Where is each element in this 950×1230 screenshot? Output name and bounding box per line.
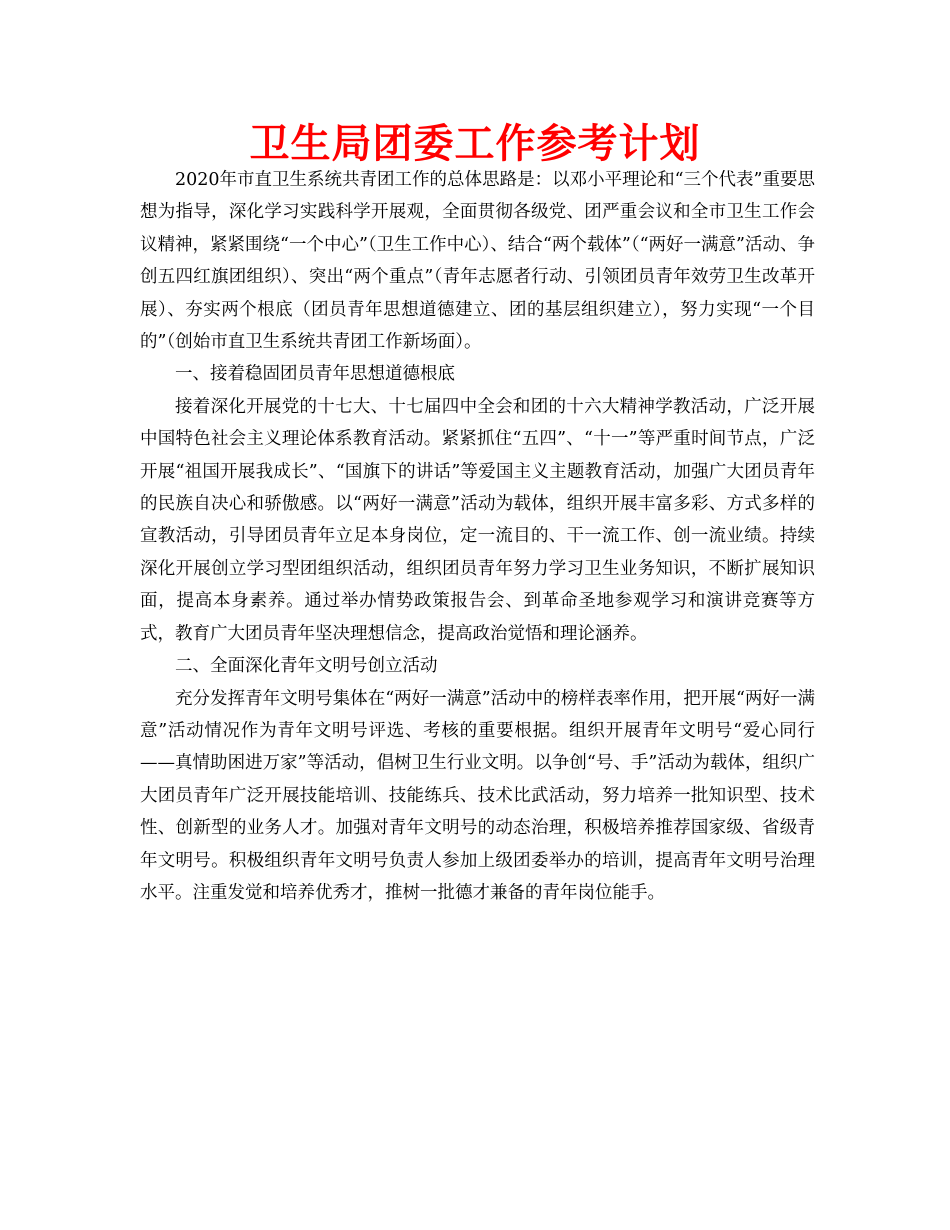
paragraph-intro: 2020年市直卫生系统共青团工作的总体思路是：以邓小平理论和“三个代表”重要思想为指导，深化学习实践科学开展观，全面贯彻各级党、团严重会议和全市卫生工作会议精神，紧紧围绕“一个中心”（卫生工作中心）、结合“两个载体”（“两好一满意”活动、争创五四红旗团组织）、突出“两个重点”（青年志愿者行动、引领团员青年效劳卫生改革开展）、夯实两个根底（团员青年思想道德建立、团的基层组织建立），努力实现“一个目的”（创始市直卫生系统共青团工作新场面）。 [140, 170, 815, 353]
document-title: 卫生局团委工作参考计划 [249, 121, 701, 167]
document-body [140, 164, 815, 909]
paragraph-section-1: 接着深化开展党的十七大、十七届四中全会和团的十六大精神学教活动，广泛开展中国特色社会主义理论体系教育活动。紧紧抓住“五四”、“十一”等严重时间节点，广泛开展“祖国开展我成长”、“国旗下的讲话”等爱国主义主题教育活动，加强广大团员青年的民族自决心和骄傲感。以“两好一满意”活动为载体，组织开展丰富多彩、方式多样的宣教活动，引导团员青年立足本身岗位，定一流目的、干一流工作、创一流业绩。持续深化开展创立学习型团组织活动，组织团员青年努力学习卫生业务知识，不断扩展知识面，提高本身素养。通过举办情势政策报告会、到革命圣地参观学习和演讲竞赛等方式，教育广大团员青年坚决理想信念，提高政治觉悟和理论涵养。 [140, 396, 815, 644]
section-heading-1: 一、接着稳固团员青年思想道德根底 [175, 364, 455, 385]
section-heading-2: 二、全面深化青年文明号创立活动 [175, 656, 438, 677]
paragraph-section-2: 充分发挥青年文明号集体在“两好一满意”活动中的榜样表率作用，把开展“两好一满意”活动情况作为青年文明号评选、考核的重要根据。组织开展青年文明号“爱心同行——真情助困进万家”等活动，倡树卫生行业文明。以争创“号、手”活动为载体，组织广大团员青年广泛开展技能培训、技能练兵、技术比武活动，努力培养一批知识型、技术性、创新型的业务人才。加强对青年文明号的动态治理，积极培养推荐国家级、省级青年文明号。积极组织青年文明号负责人参加上级团委举办的培训，提高青年文明号治理水平。注重发觉和培养优秀才，推树一批德才兼备的青年岗位能手。 [140, 688, 815, 903]
